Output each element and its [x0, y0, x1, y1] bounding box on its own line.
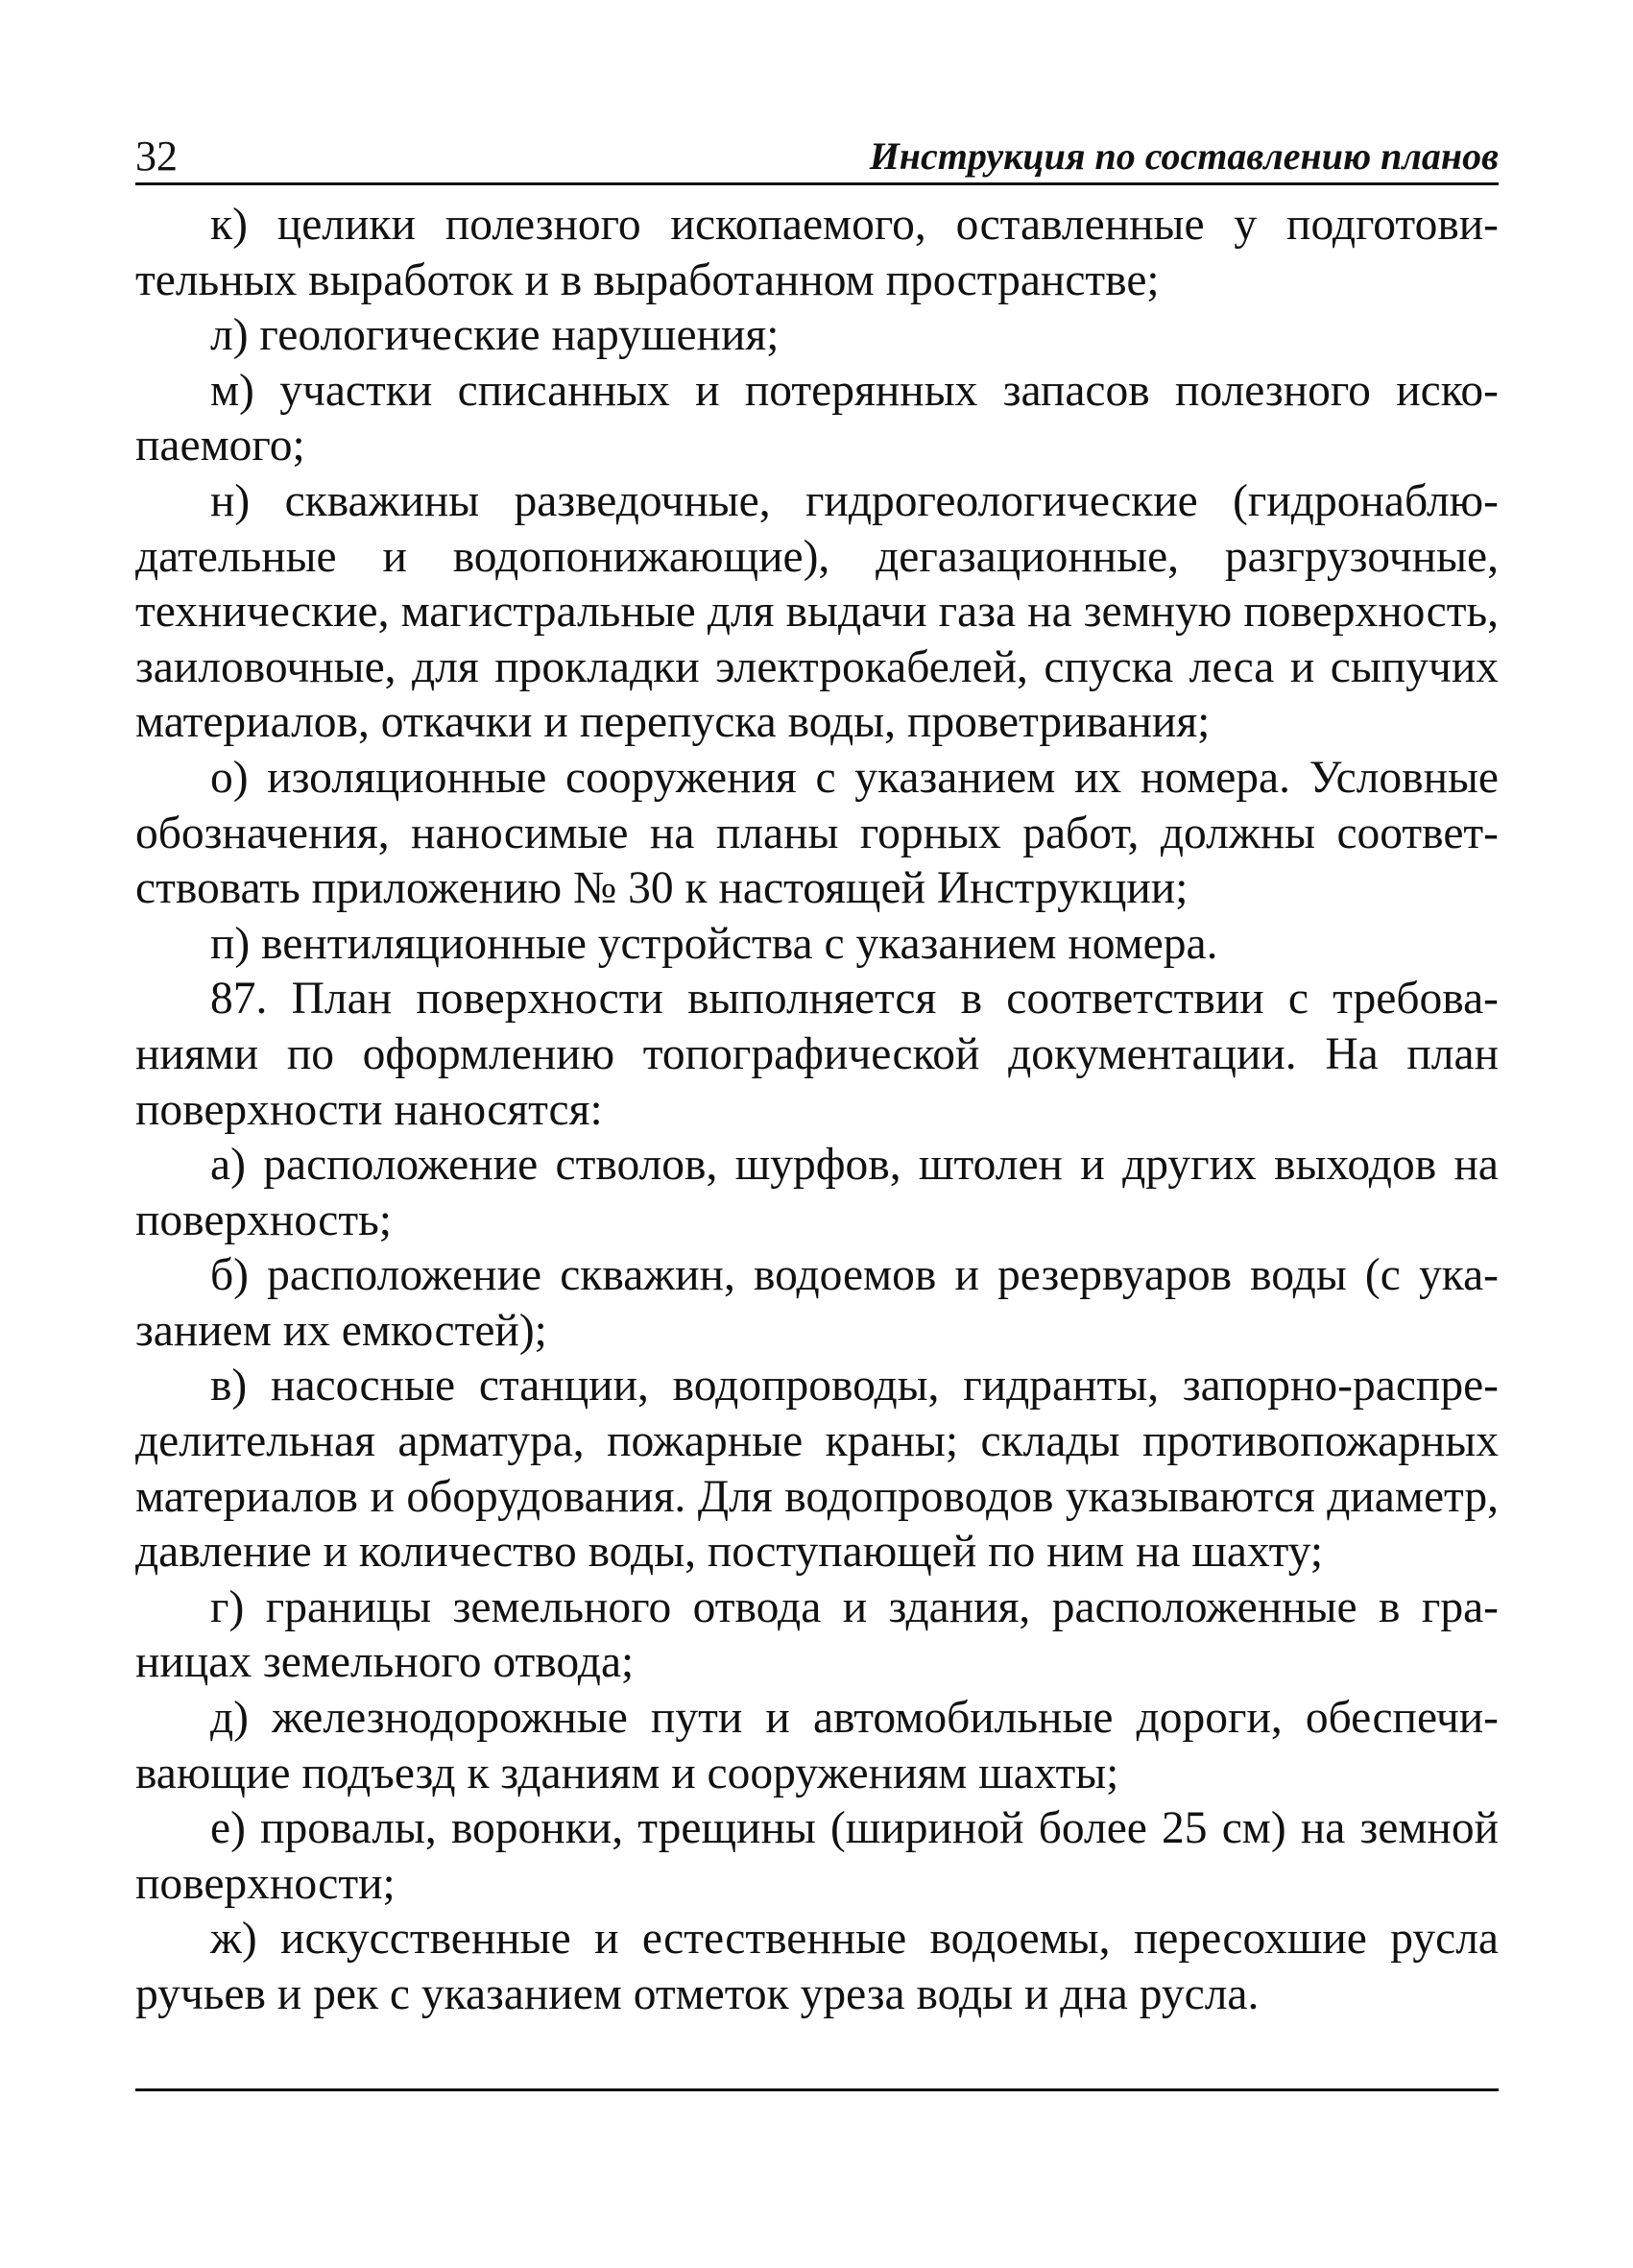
paragraph-87: 87. План поверхности выполняется в соответствии с требованиями по оформлению топографической документации. На план поверхности наносятся: — [135, 974, 1499, 1135]
paragraph-zh: ж) искусственные и естественные водоемы, пересохшие русла ручьев и рек с указанием отметок уреза воды и дна русла. — [135, 1914, 1499, 2019]
paragraph-d: д) железнодорожные пути и автомобильные дороги, обеспечивающие подъезд к зданиям и сооружениям шахты; — [135, 1693, 1499, 1798]
page-header — [135, 123, 1499, 185]
paragraph-a: а) расположение стволов, шурфов, штолен и других выходов на поверхность; — [135, 1140, 1499, 1245]
paragraph-p: п) вентиляционные устройства с указанием номера. — [210, 918, 1218, 969]
paragraph-l: л) геологические нарушения; — [210, 310, 780, 361]
paragraph-n: н) скважины разведочные, гидрогеологические (гидронаблюдательные и водопонижающие), дегазационные, разгрузочные, технические, магистральные для выдачи газа на земную поверхность, заиловочные, для прокладки электрокабелей, спуска леса и сыпучих материалов, откачки и перепуска воды, проветривания; — [135, 475, 1499, 748]
paragraph-b: б) расположение скважин, водоемов и резервуаров воды (с указанием их емкостей); — [135, 1250, 1499, 1356]
bottom-rule — [135, 2088, 1499, 2091]
paragraph-k: к) целики полезного ископаемого, оставленные у подготовительных выработок и в выработанном пространстве; — [135, 200, 1499, 305]
paragraph-v: в) насосные станции, водопроводы, гидранты, запорно-распределительная арматура, пожарные краны; склады противопожарных материалов и оборудования. Для водопроводов указываются диаметр, давление и количество воды, поступающей по ним на шахту; — [135, 1361, 1499, 1578]
paragraph-g: г) границы земельного отвода и здания, расположенные в границах земельного отвода; — [135, 1581, 1499, 1688]
paragraph-o: о) изоляционные сооружения с указанием их номера. Условные обозначения, наносимые на планы горных работ, должны соответствовать приложению № 30 к настоящей Инструкции; — [135, 752, 1499, 914]
paragraph-e: е) провалы, воронки, трещины (шириной более 25 см) на земной поверхности; — [135, 1803, 1499, 1909]
paragraph-m: м) участки списанных и потерянных запасов полезного ископаемого; — [135, 365, 1499, 471]
body-text — [135, 198, 1499, 2023]
running-title: Инструкция по составлению планов — [869, 134, 1499, 178]
page-number: 32 — [135, 133, 178, 180]
